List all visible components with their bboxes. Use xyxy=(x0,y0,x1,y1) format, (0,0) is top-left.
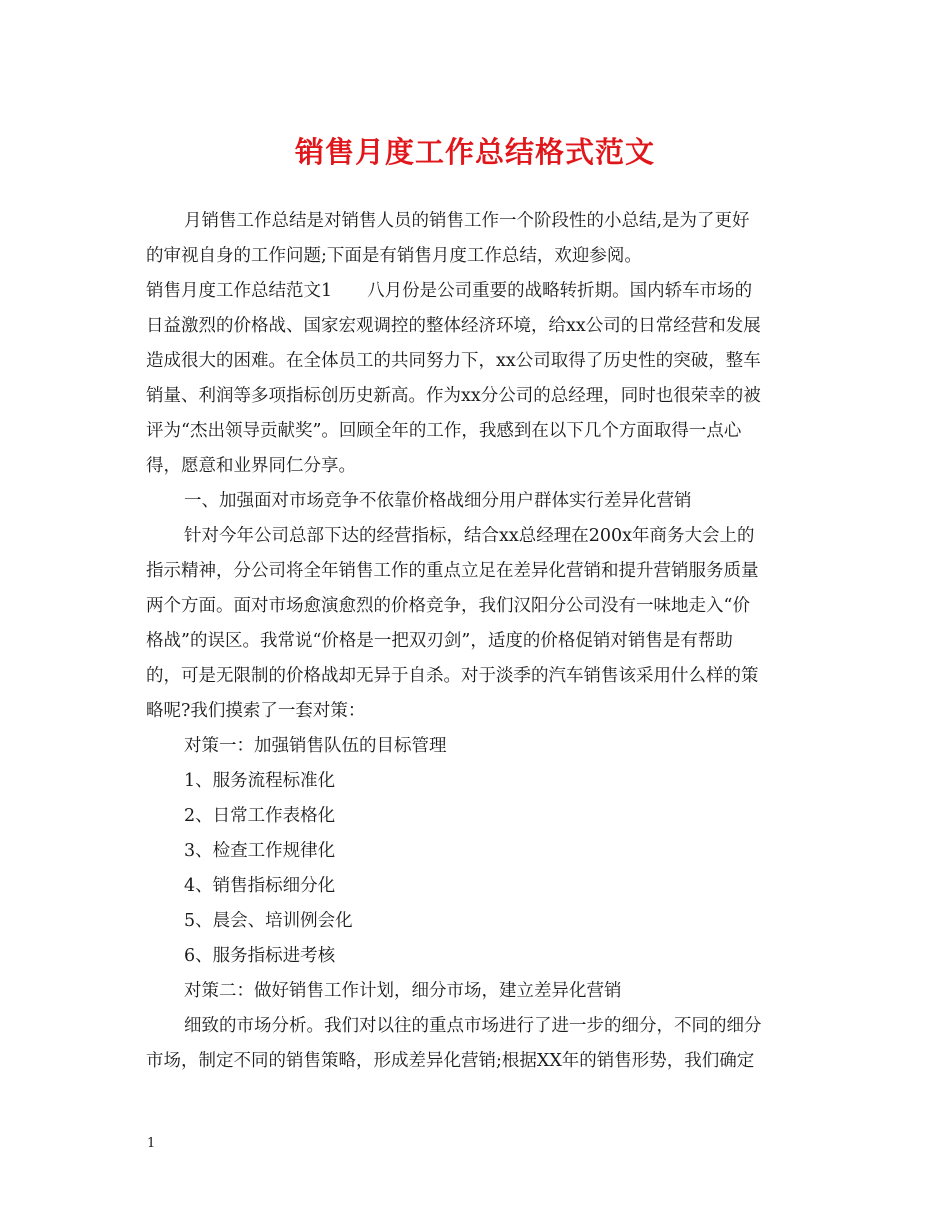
list-item: 4、销售指标细分化 xyxy=(184,876,336,896)
strategy-heading: 对策一：加强销售队伍的目标管理 xyxy=(184,736,447,756)
paragraph-line: 略呢?我们摸索了一套对策： xyxy=(146,701,366,721)
document-title: 销售月度工作总结格式范文 xyxy=(294,135,655,169)
paragraph-line: 的审视自身的工作问题;下面是有销售月度工作总结，欢迎参阅。 xyxy=(146,246,642,266)
strategy-heading: 对策二：做好销售工作计划，细分市场，建立差异化营销 xyxy=(184,981,622,1001)
paragraph-line: 市场，制定不同的销售策略，形成差异化营销;根据XX年的销售形势，我们确定 xyxy=(146,1051,755,1071)
paragraph-line: 销量、利润等多项指标创历史新高。作为xx分公司的总经理，同时也很荣幸的被 xyxy=(146,386,761,406)
list-item: 5、晨会、培训例会化 xyxy=(184,911,353,931)
list-item: 2、日常工作表格化 xyxy=(184,806,336,826)
paragraph-line: 造成很大的困难。在全体员工的共同努力下，xx公司取得了历史性的突破，整车 xyxy=(146,351,761,371)
paragraph-line: 细致的市场分析。我们对以往的重点市场进行了进一步的细分，不同的细分 xyxy=(184,1016,762,1036)
paragraph-line: 的，可是无限制的价格战却无异于自杀。对于淡季的汽车销售该采用什么样的策 xyxy=(146,666,759,686)
paragraph-line: 得，愿意和业界同仁分享。 xyxy=(146,456,356,476)
paragraph-line: 格战”的误区。我常说“价格是一把双刃剑”，适度的价格促销对销售是有帮助 xyxy=(146,631,733,651)
paragraph-line: 月销售工作总结是对销售人员的销售工作一个阶段性的小总结,是为了更好 xyxy=(184,211,750,231)
list-item: 6、服务指标进考核 xyxy=(184,946,336,966)
list-item: 1、服务流程标准化 xyxy=(184,771,336,791)
page-number: 1 xyxy=(147,1136,156,1151)
list-item: 3、检查工作规律化 xyxy=(184,841,336,861)
paragraph-line: 指示精神，分公司将全年销售工作的重点立足在差异化营销和提升营销服务质量 xyxy=(146,561,759,581)
paragraph-line: 日益激烈的价格战、国家宏观调控的整体经济环境，给xx公司的日常经营和发展 xyxy=(146,316,761,336)
paragraph-line: 针对今年公司总部下达的经营指标，结合xx总经理在200x年商务大会上的 xyxy=(184,526,755,546)
paragraph-line: 评为“杰出领导贡献奖”。回顾全年的工作，我感到在以下几个方面取得一点心 xyxy=(146,421,742,441)
section-heading: 一、加强面对市场竞争不依靠价格战细分用户群体实行差异化营销 xyxy=(184,491,692,511)
paragraph-line: 销售月度工作总结范文1 八月份是公司重要的战略转折期。国内轿车市场的 xyxy=(146,281,753,301)
paragraph-line: 两个方面。面对市场愈演愈烈的价格竞争，我们汉阳分公司没有一味地走入“价 xyxy=(146,596,750,616)
